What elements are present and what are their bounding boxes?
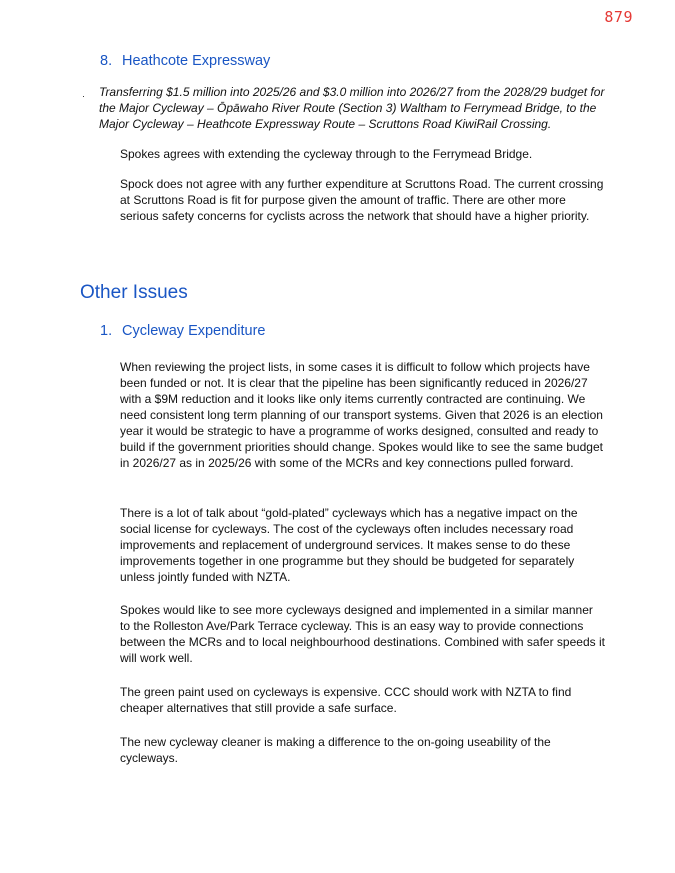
paragraph: The new cycleway cleaner is making a difference to the on-going useability of the cycleways.	[120, 735, 551, 765]
paragraph: The green paint used on cycleways is expensive. CCC should work with NZTA to find cheaper alternatives that still provide a safe surface.	[120, 685, 572, 715]
section-number: 8.	[100, 53, 113, 69]
section-heading-heathcote-expressway	[100, 53, 270, 69]
section-number: 1.	[100, 323, 113, 339]
section-heading-cycleway-expenditure	[100, 323, 265, 339]
paragraph: Spock does not agree with any further expenditure at Scruttons Road. The current crossing at Scruttons Road is fit for purpose given the amount of traffic. There are other more serious safety concerns for cyclists across the network that should have a higher priority.	[120, 177, 604, 223]
paragraph: When reviewing the project lists, in some cases it is difficult to follow which projects have been funded or not. It is clear that the pipeline has been significantly reduced in 2026/27 with a $9M reduction and it looks like only items currently contracted are continuing. We need consistent long term planning of our transport systems. Given that 2026 is an election year it would be strategic to have a programme of works designed, consulted and ready to build if the government priorities should change. Spokes would like to see the same budget in 2026/27 as in 2025/26 with some of the MCRs and key connections pulled forward.	[120, 360, 603, 470]
other-issues-heading: Other Issues	[80, 282, 188, 303]
page-number: 879	[604, 8, 633, 26]
paragraph: Spokes agrees with extending the cycleway through to the Ferrymead Bridge.	[120, 147, 533, 161]
paragraph: Spokes would like to see more cycleways designed and implemented in a similar manner to the Rolleston Ave/Park Terrace cycleway. This is an easy way to provide connections between the MCRs and to local neighbourhood destinations. Combined with safer speeds it will work well.	[120, 603, 605, 665]
bullet-marker: ·	[82, 91, 85, 101]
budget-transfer-bullet: Transferring $1.5 million into 2025/26 and $3.0 million into 2026/27 from the 2028/29 budget for the Major Cycleway – Ōpāwaho River Route (Section 3) Waltham to Ferrymead Bridge, to the Major Cycleway – Heathcote Expressway Route – Scruttons Road KiwiRail Crossing.	[99, 85, 605, 131]
section-title: Cycleway Expenditure	[122, 323, 266, 339]
section-title: Heathcote Expressway	[122, 53, 271, 69]
paragraph: There is a lot of talk about “gold-plated” cycleways which has a negative impact on the social license for cycleways. The cost of the cycleways often includes necessary road improvements and replacement of underground services. It makes sense to do these improvements together in one programme but they should be budgeted for separately unless jointly funded with NZTA.	[120, 506, 578, 584]
